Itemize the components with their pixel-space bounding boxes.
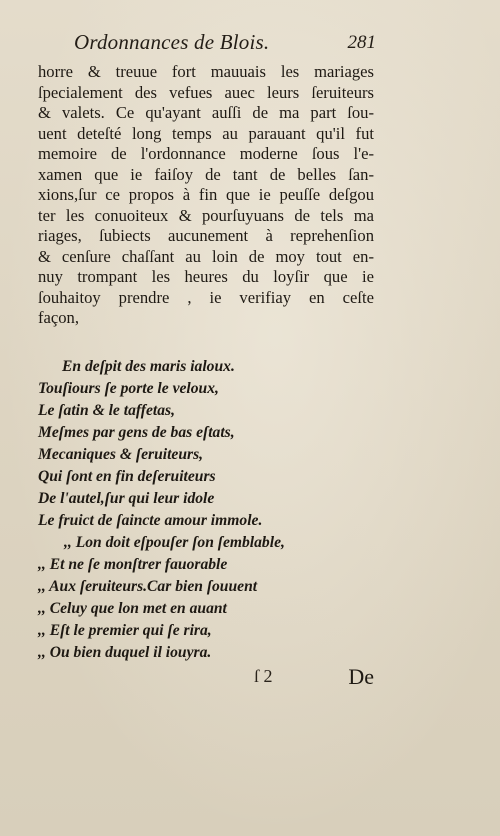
verse-line: ,, Aux ſeruiteurs.Car bien ſouuent (38, 578, 258, 595)
verse-line: Qui ſont en fin deſeruiteurs (38, 468, 216, 485)
signature-mark: ſ 2 (254, 666, 273, 686)
verse-line: Mecaniques & ſeruiteurs, (38, 446, 204, 463)
prose-line: memoire de l'ordonnance moderne ſous l'e- (38, 144, 374, 163)
prose-line: ter les conuoiteux & pourſuyuans de tels ma (38, 205, 374, 225)
prose-line: & valets. Ce qu'ayant auſſi de ma part ſou- (38, 103, 374, 122)
prose-line: horre & treuue fort mauuais les mariages (38, 62, 374, 81)
prose-line: nuy trompant les heures du loyſir que ie (38, 267, 374, 286)
prose-line: riages, ſubiects aucunement à reprehenſion (38, 226, 374, 245)
verse-line: ,, Ou bien duquel il iouyra. (38, 644, 212, 661)
page-footer (254, 664, 374, 694)
prose-paragraph (38, 62, 374, 329)
verse-line: ,, Lon doit eſpouſer ſon ſemblable, (64, 534, 285, 551)
prose-line: xions,ſur ce propos à fin que ie peuſſe deſgou (38, 185, 374, 204)
running-head: Ordonnances de Blois. (74, 30, 270, 54)
prose-line: ſouhaitoy prendre , ie verifiay en ceſte (38, 287, 374, 307)
page-header (74, 30, 376, 62)
verse-line: En deſpit des maris ialoux. (62, 358, 235, 375)
prose-line: uent deteſté long temps au parauant qu'il fut (38, 123, 374, 143)
verse-line: Le fruict de ſaincte amour immole. (38, 512, 263, 529)
prose-line: façon, (38, 308, 79, 327)
catchword: De (348, 664, 374, 689)
verse-block (38, 356, 338, 664)
prose-line: ſpecialement des vefues auec leurs ſeruiteurs (38, 82, 374, 102)
verse-line: Touſiours ſe porte le veloux, (38, 380, 219, 397)
verse-line: ,, Et ne ſe monſtrer fauorable (38, 556, 228, 573)
verse-line: ,, Eſt le premier qui ſe rira, (38, 622, 212, 639)
verse-line: ,, Celuy que lon met en auant (38, 600, 227, 617)
verse-line: De l'autel,ſur qui leur idole (38, 490, 215, 507)
verse-line: Le ſatin & le taffetas, (38, 402, 176, 419)
prose-line: xamen que ie faiſoy de tant de belles ſan- (38, 164, 374, 184)
verse-line: Meſmes par gens de bas eſtats, (38, 424, 235, 441)
page-number: 281 (347, 32, 376, 53)
prose-line: & cenſure chaſſant au loin de moy tout en- (38, 246, 374, 266)
